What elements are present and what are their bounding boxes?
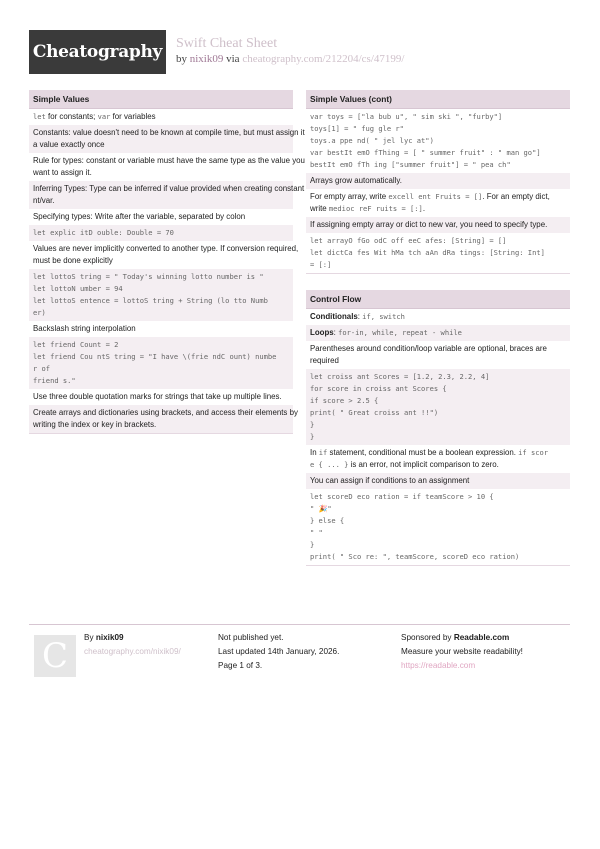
code-block <box>306 489 570 565</box>
via-label: via <box>226 53 240 65</box>
list-item <box>306 173 570 189</box>
bold-text: Conditionals <box>310 312 358 321</box>
text-line: Backslash string interpolation <box>33 324 136 333</box>
footer-author-url[interactable]: cheatography.com/nixik09/ <box>84 647 181 656</box>
text-line <box>310 447 566 459</box>
text-line: You can assign if conditions to an assignment <box>310 476 470 485</box>
text-span: : <box>333 328 339 337</box>
bold-text: Loops <box>310 328 334 337</box>
text-line: a value exactly once <box>33 140 105 149</box>
list-item <box>306 473 570 489</box>
by-label: by <box>176 53 187 65</box>
text-line: Arrays grow automatically. <box>310 176 402 185</box>
text-line <box>310 311 566 323</box>
code-line: let lottoS entence = lottoS tring + String (lo tto Numb <box>33 296 268 305</box>
text-line: Create arrays and dictionaries using brackets, and access their elements by <box>33 408 298 417</box>
text-line: Inferring Types: Type can be inferred if value provided when creating constant <box>33 184 305 193</box>
code-line: } <box>310 540 315 549</box>
footer-author <box>84 631 181 659</box>
text-span: . For an empty dict, <box>482 192 550 201</box>
text-span: : <box>357 312 363 321</box>
text-span: is an error, not implicit comparison to zero. <box>348 460 499 469</box>
text-line <box>310 459 566 471</box>
list-item <box>29 209 293 225</box>
list-item <box>306 445 570 473</box>
text-line: required <box>310 356 339 365</box>
code-line: print( " Great croiss ant !!") <box>310 408 439 417</box>
code-block <box>306 233 570 273</box>
sponsor-name[interactable]: Readable.com <box>453 633 510 642</box>
code-line: } else { <box>310 516 345 525</box>
section-divider <box>306 565 570 566</box>
code-line: let lottoN umber = 94 <box>33 284 123 293</box>
footer-author-name[interactable]: nixik09 <box>95 633 124 642</box>
cheatography-footer-logo: C <box>34 635 76 677</box>
section-body <box>306 109 570 274</box>
text-line <box>310 327 566 339</box>
text-span: for constants; <box>45 112 98 121</box>
author-link[interactable]: nixik09 <box>189 53 224 65</box>
text-line: If assigning empty array or dict to new var, you need to specify type. <box>310 220 548 229</box>
text-span: statement, conditional must be a boolean expression. <box>327 448 519 457</box>
code-line: var bestIt emO fThing = [ " summer fruit" : " man go"] <box>310 148 541 157</box>
code-line: let lottoS tring = " Today's winning lotto number is " <box>33 272 264 281</box>
footer-publish-info <box>218 631 339 673</box>
inline-code: if scor <box>518 448 549 457</box>
text-line: Use three double quotation marks for strings that take up multiple lines. <box>33 392 282 401</box>
code-line: toys.a ppe nd( " jel lyc at") <box>310 136 434 145</box>
code-block <box>29 337 293 389</box>
code-line: let friend Count = 2 <box>33 340 119 349</box>
inline-code: e { ... } <box>310 460 349 469</box>
text-line: want to assign it. <box>33 168 92 177</box>
code-line: if score > 2.5 { <box>310 396 379 405</box>
code-block <box>306 109 570 173</box>
code-line: let explic itD ouble: Double = 70 <box>33 228 174 237</box>
byline <box>176 53 404 65</box>
text-line: writing the index or key in brackets. <box>33 420 157 429</box>
left-column <box>29 90 305 434</box>
footer-by-label: By <box>84 633 94 642</box>
section-heading: Control Flow <box>306 290 570 309</box>
inline-code: if <box>318 448 328 457</box>
text-line: Specifying types: Write after the variable, separated by colon <box>33 212 246 221</box>
code-line: let arrayO fGo odC off eeC afes: [String] = [] <box>310 236 507 245</box>
code-line: let scoreD eco ration = if teamScore > 10 { <box>310 492 494 501</box>
text-span: for variables <box>110 112 156 121</box>
code-line: for score in croiss ant Scores { <box>310 384 447 393</box>
code-line: print( " Sco re: ", teamScore, scoreD eco ration) <box>310 552 520 561</box>
code-line: } <box>310 420 315 429</box>
section-heading: Simple Values (cont) <box>306 90 570 109</box>
code-line: friend s." <box>33 376 76 385</box>
list-item <box>306 189 570 217</box>
text-line: must be done explicitly <box>33 256 113 265</box>
code-line: " " <box>310 528 323 537</box>
inline-code: var <box>97 112 111 121</box>
list-item <box>306 309 570 325</box>
section <box>306 90 570 274</box>
code-line: bestIt emO fTh ing ["summer fruit"] = " pea ch" <box>310 160 511 169</box>
code-line: let friend Cou ntS tring = "I have \(frie ndC ount) numbe <box>33 352 277 361</box>
text-line: Rule for types: constant or variable must have the same type as the value you <box>33 156 305 165</box>
inline-code: medioc reF ruits = [:] <box>328 204 423 213</box>
list-item <box>29 389 293 405</box>
section <box>306 290 570 566</box>
code-line: r of <box>33 364 51 373</box>
sheet-url-link[interactable]: cheatography.com/212204/cs/47199/ <box>242 53 405 65</box>
section-body-simple-values <box>29 109 305 434</box>
inline-code: let <box>33 112 46 121</box>
publish-status: Not published yet. <box>218 633 284 642</box>
list-item <box>29 321 293 337</box>
cheatography-logo[interactable]: Cheatography <box>29 30 166 74</box>
section-body <box>306 309 570 566</box>
page-number: Page 1 of 3. <box>218 661 263 670</box>
section-heading-simple-values: Simple Values <box>29 90 293 109</box>
right-column <box>306 90 570 566</box>
inline-code: for-in, while, repeat - while <box>338 328 462 337</box>
text-line <box>310 203 566 215</box>
list-item <box>306 325 570 341</box>
inline-code: if, switch <box>362 312 405 321</box>
code-line: let croiss ant Scores = [1.2, 2.3, 2.2, 4] <box>310 372 490 381</box>
page-title: Swift Cheat Sheet <box>176 36 278 51</box>
code-block <box>29 225 293 241</box>
list-item <box>306 341 570 369</box>
text-line <box>33 111 289 123</box>
list-item <box>29 181 305 209</box>
text-line: Values are never implicitly converted to another type. If conversion required, <box>33 244 299 253</box>
last-updated: Last updated 14th January, 2026. <box>218 647 340 656</box>
inline-code: excell ent Fruits = [] <box>388 192 483 201</box>
list-item <box>29 241 299 269</box>
section-divider <box>29 433 293 434</box>
code-line: er) <box>33 308 46 317</box>
section-divider <box>306 273 570 274</box>
list-item <box>29 153 305 181</box>
text-span: For empty array, write <box>310 192 389 201</box>
code-block <box>29 269 293 321</box>
code-block <box>306 369 570 445</box>
text-span: write <box>310 204 329 213</box>
text-line: nt/var. <box>33 196 55 205</box>
list-item <box>29 405 298 433</box>
right-sections <box>306 90 570 566</box>
sponsor-url[interactable]: https://readable.com <box>401 661 476 670</box>
code-line: let dictCa fes Wit hMa tch aAn dRa tings: [String: Int] <box>310 248 545 257</box>
code-line: " 🎉" <box>310 504 332 513</box>
text-line <box>310 191 566 203</box>
sponsor-tagline: Measure your website readability! <box>401 647 523 656</box>
code-line: toys[1] = " fug gle r" <box>310 124 404 133</box>
list-item <box>29 109 293 125</box>
code-line: = [:] <box>310 260 332 269</box>
code-line: } <box>310 432 315 441</box>
text-line: Parentheses around condition/loop variable are optional, braces are <box>310 344 547 353</box>
text-span: . <box>422 204 426 213</box>
text-span: In <box>310 448 319 457</box>
footer-sponsor <box>401 631 523 673</box>
page-footer <box>29 624 570 689</box>
list-item <box>29 125 305 153</box>
page-header <box>29 30 570 74</box>
code-line: var toys = ["la bub u", " sim ski ", "furby"] <box>310 112 503 121</box>
sponsor-prefix: Sponsored by <box>401 633 452 642</box>
text-line: Constants: value doesn't need to be known at compile time, but must assign it <box>33 128 305 137</box>
list-item <box>306 217 570 233</box>
